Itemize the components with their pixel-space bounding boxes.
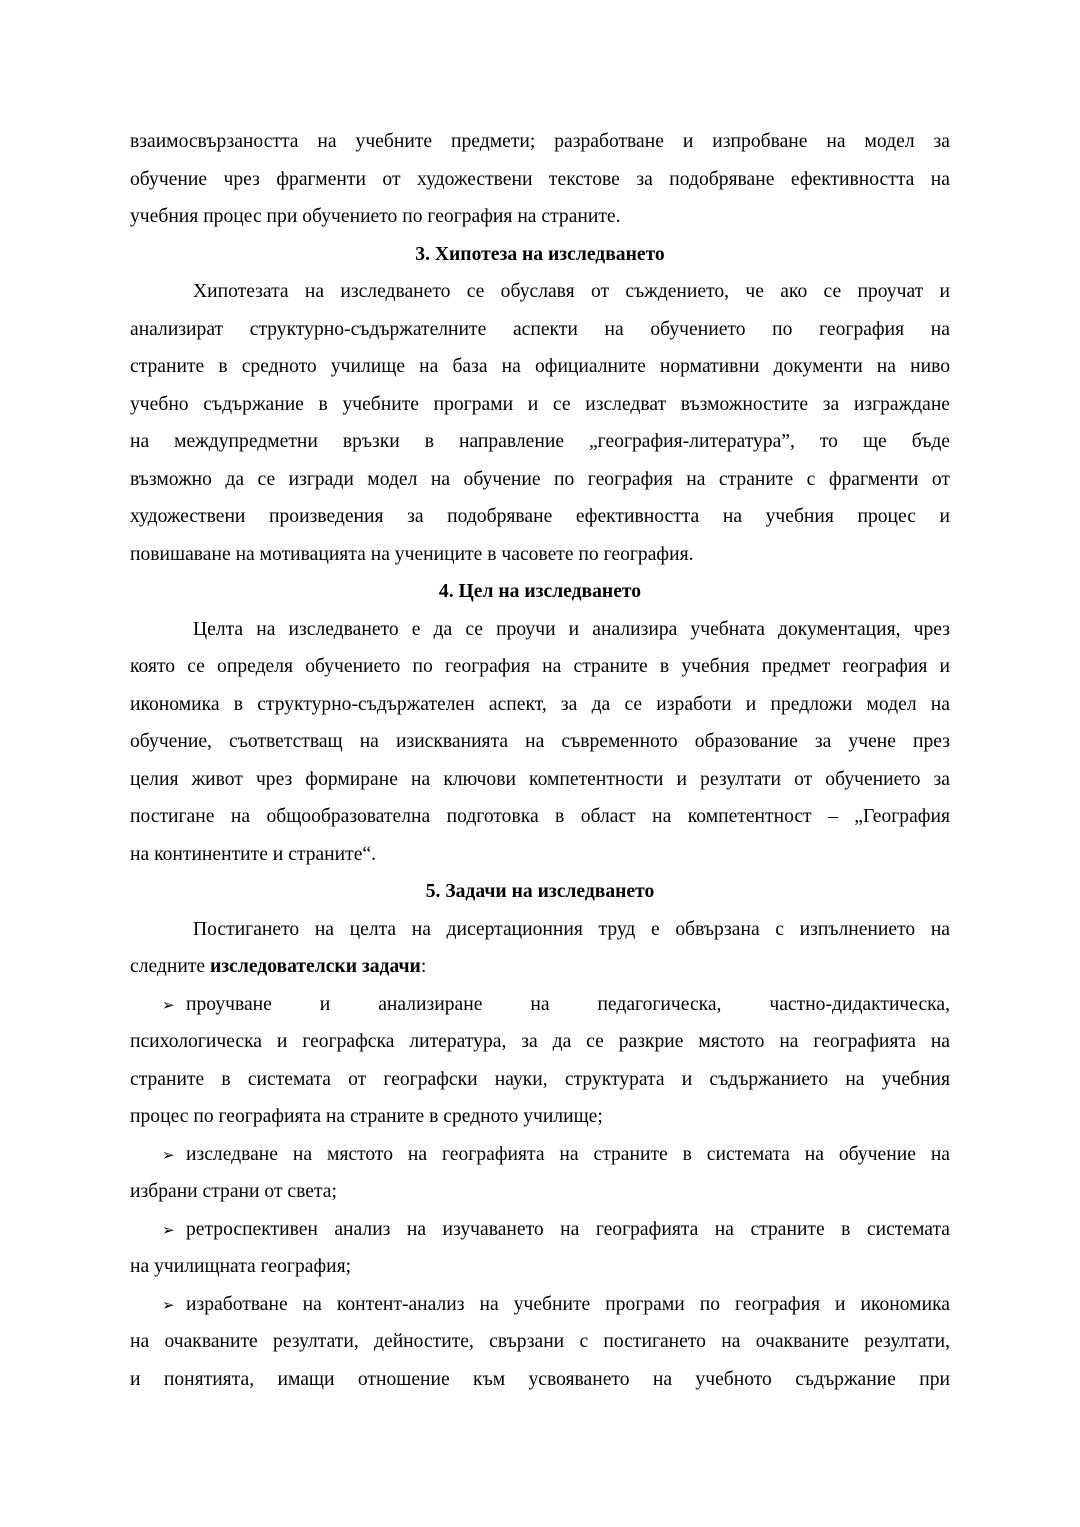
- bullet-text: изработване на контент-анализ на учебните програми по география и икономика: [186, 1293, 950, 1315]
- bullet-item-first-line: [130, 986, 950, 1024]
- paragraph-line: процес по географията на страните в средното училище;: [130, 1106, 603, 1127]
- paragraph-line: обучение, съответстващ на изискванията на съвременното образование за учене през: [130, 731, 950, 752]
- paragraph-line: на очакваните резултати, дейностите, свързани с постигането на очакваните резултати,: [130, 1331, 950, 1352]
- paragraph-line: която се определя обучението по география на страните в учебния предмет география и: [130, 656, 950, 677]
- intro-prefix: следните: [130, 956, 211, 977]
- paragraph-line: учебния процес при обучението по география на страните.: [130, 206, 621, 227]
- paragraph-line: на континентите и страните“.: [130, 843, 377, 865]
- intro-bold-term: изследователски задачи: [210, 956, 421, 977]
- paragraph-line: и понятията, имащи отношение към усвояването на учебното съдържание при: [130, 1368, 950, 1390]
- bullet-text: проучване и анализиране на педагогическа, частно-дидактическа,: [186, 993, 950, 1015]
- arrow-bullet-icon: ➢: [162, 1145, 175, 1164]
- paragraph-line: Целта на изследването е да се проучи и анализира учебната документация, чрез: [193, 618, 950, 640]
- paragraph-line: учебно съдържание в учебните програми и се изследват възможностите за изграждане: [130, 393, 950, 415]
- paragraph-line: Хипотезата на изследването се обуславя от съждението, че ако се проучат и: [193, 281, 950, 302]
- section-heading-tasks: 5. Задачи на изследването: [425, 881, 655, 902]
- intro-suffix: :: [420, 956, 427, 977]
- paragraph-line: психологическа и географска литература, за да се разкрие мястото на географията на: [130, 1031, 950, 1052]
- arrow-bullet-icon: ➢: [162, 1220, 175, 1239]
- paragraph-line: икономика в структурно-съдържателен аспект, за да се изработи и предложи модел на: [130, 693, 950, 715]
- bullet-text: ретроспективен анализ на изучаването на географията на страните в системата: [186, 1218, 950, 1240]
- paragraph-line: повишаване на мотивацията на учениците в часовете по география.: [130, 543, 694, 565]
- paragraph-line: Постигането на целта на дисертационния труд е обвързана с изпълнението на: [193, 918, 950, 940]
- document-page: [130, 123, 950, 1398]
- paragraph-line: анализират структурно-съдържателните аспекти на обучението по география на: [130, 318, 950, 340]
- paragraph-line: страните в системата от географски науки, структурата и съдържанието на учебния: [130, 1068, 950, 1090]
- paragraph-line: [130, 948, 950, 986]
- paragraph-line: страните в средното училище на база на официалните нормативни документи на ниво: [130, 356, 950, 377]
- paragraph-line: художествени произведения за подобряване ефективността на учебния процес и: [130, 506, 950, 527]
- section-heading-goal: 4. Цел на изследването: [438, 581, 642, 602]
- paragraph-line: възможно да се изгради модел на обучение по география на страните с фрагменти от: [130, 468, 950, 490]
- bullet-item-first-line: [130, 1136, 950, 1174]
- paragraph-line: на училищната география;: [130, 1256, 352, 1277]
- paragraph-line: взаимосвързаността на учебните предмети; разработване и изпробване на модел за: [130, 131, 950, 152]
- arrow-bullet-icon: ➢: [162, 1295, 175, 1314]
- paragraph-line: обучение чрез фрагменти от художествени текстове за подобряване ефективността на: [130, 168, 950, 190]
- bullet-item-first-line: [130, 1286, 950, 1324]
- paragraph-line: постигане на общообразователна подготовка в област на компетентност – „География: [130, 806, 950, 827]
- paragraph-line: избрани страни от света;: [130, 1181, 337, 1202]
- paragraph-line: целия живот чрез формиране на ключови компетентности и резултати от обучението за: [130, 768, 950, 790]
- arrow-bullet-icon: ➢: [162, 995, 175, 1014]
- paragraph-line: на междупредметни връзки в направление „география-литература”, то ще бъде: [130, 431, 950, 452]
- bullet-text: изследване на мястото на географията на страните в системата на обучение на: [186, 1143, 950, 1165]
- section-heading-hypothesis: 3. Хипотеза на изследването: [415, 243, 665, 265]
- bullet-item-first-line: [130, 1211, 950, 1249]
